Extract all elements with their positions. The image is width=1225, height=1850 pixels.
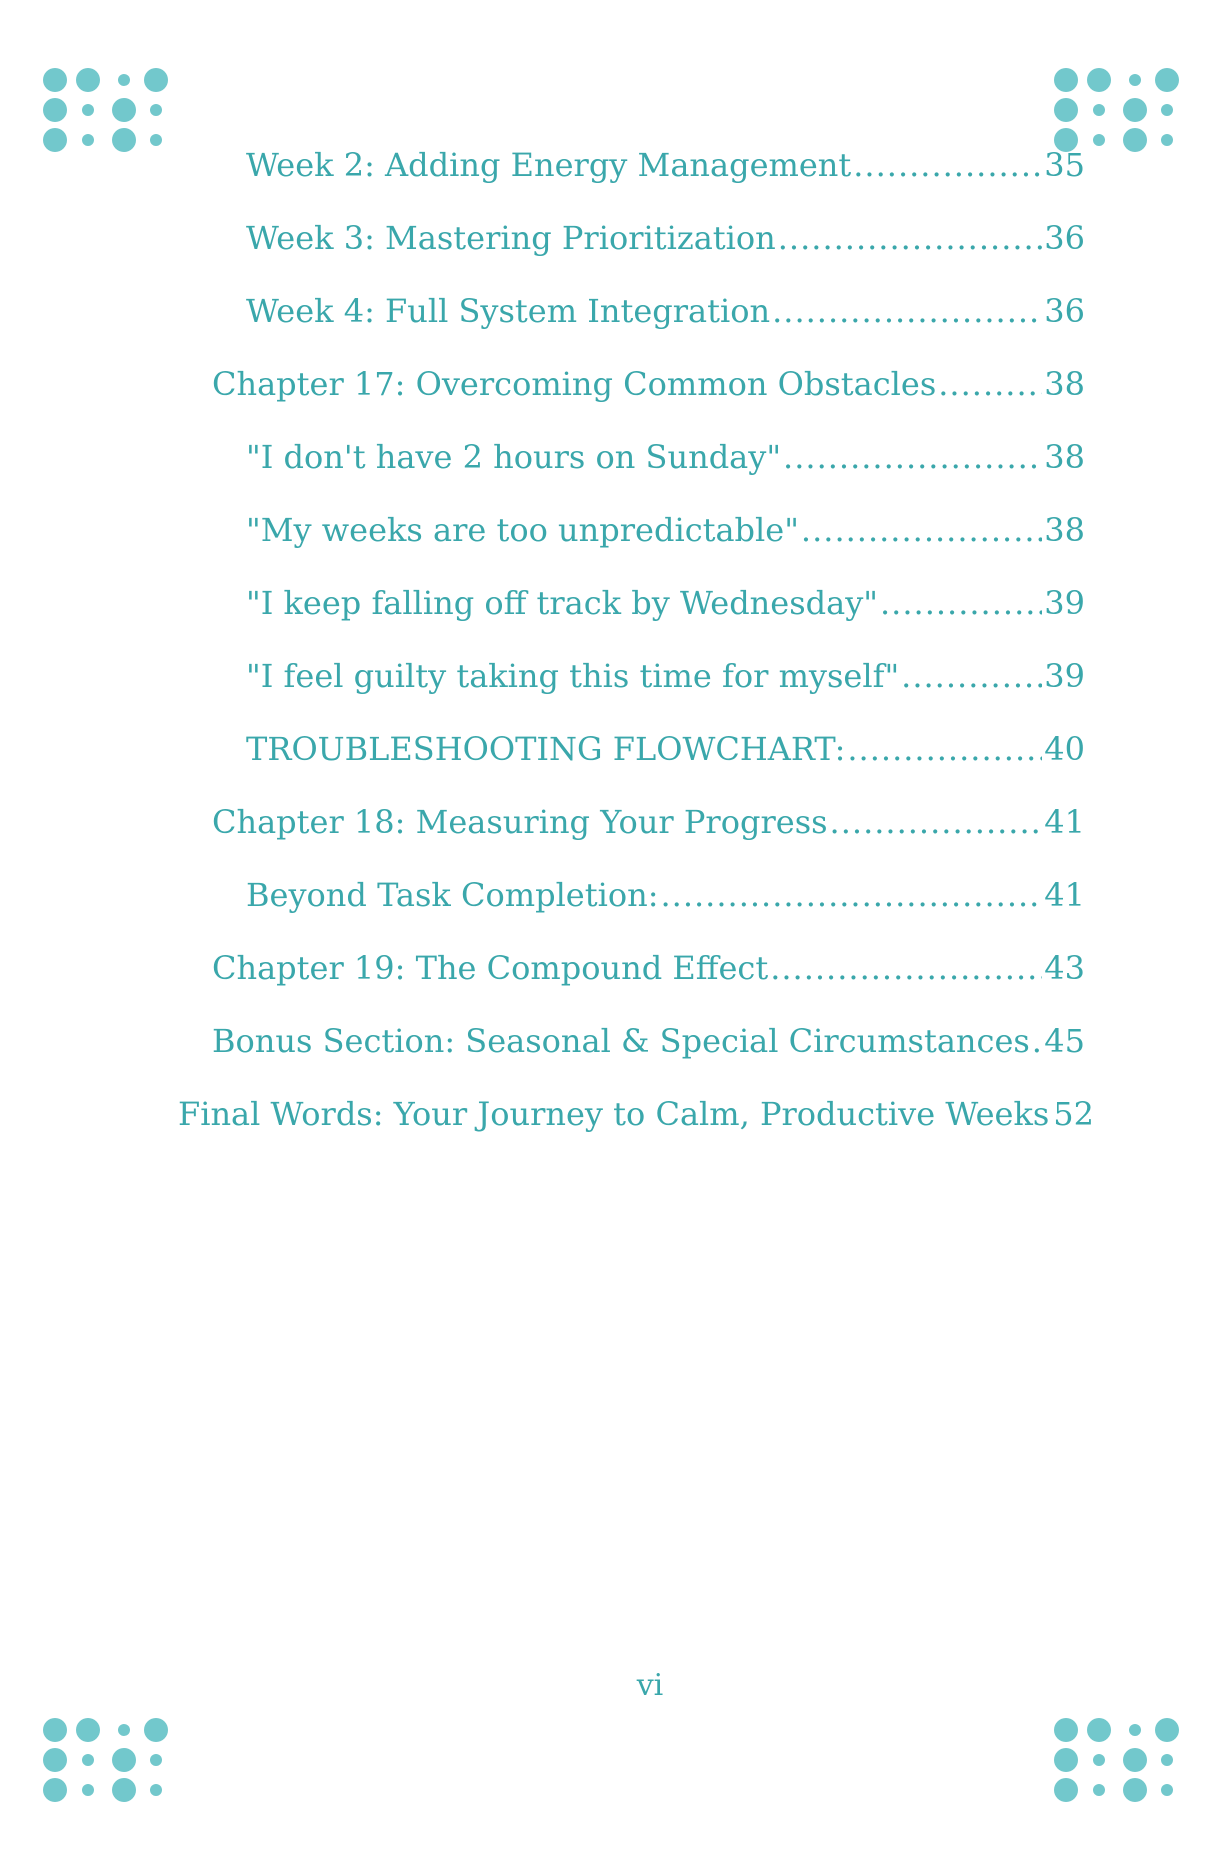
ornament-dot	[112, 128, 136, 152]
toc-dot-leader	[830, 802, 1043, 842]
toc-entry-page: 36	[1044, 292, 1085, 330]
toc-entry-title: "My weeks are too unpredictable"	[246, 511, 799, 549]
toc-entry-title: Beyond Task Completion:	[246, 876, 659, 914]
toc-dot-leader	[772, 291, 1042, 331]
ornament-dot	[1093, 1754, 1105, 1766]
toc-entry-page: 36	[1044, 219, 1085, 257]
ornament-dot	[1087, 1718, 1111, 1742]
ornament-dot	[1054, 1718, 1078, 1742]
toc-entry-page: 35	[1044, 146, 1085, 184]
ornament-dot	[112, 1778, 136, 1802]
toc-entry-page: 41	[1044, 876, 1085, 914]
ornament-dot	[1054, 68, 1078, 92]
toc-dot-leader	[847, 729, 1042, 769]
toc-entry-title: Chapter 17: Overcoming Common Obstacles	[212, 365, 937, 403]
ornament-dot	[150, 104, 162, 116]
toc-entry-page: 45	[1044, 1022, 1085, 1060]
ornament-dot	[1161, 104, 1173, 116]
ornament-dot	[1054, 98, 1078, 122]
ornament-dot	[76, 68, 100, 92]
toc-dot-leader	[660, 875, 1042, 915]
ornament-dot	[1161, 1784, 1173, 1796]
toc-entry-page: 38	[1044, 511, 1085, 549]
ornament-dot	[144, 1718, 168, 1742]
ornament-dot	[82, 1784, 94, 1796]
toc-entry[interactable]	[212, 1021, 1085, 1061]
ornament-dot	[82, 1754, 94, 1766]
toc-entry-title: Chapter 19: The Compound Effect	[212, 949, 769, 987]
toc-entry-title: Week 2: Adding Energy Management	[246, 146, 852, 184]
toc-entry-page: 43	[1044, 949, 1085, 987]
toc-entry-page: 38	[1044, 365, 1085, 403]
toc-entry-title: Week 3: Mastering Prioritization	[246, 219, 776, 257]
toc-dot-leader	[880, 583, 1042, 623]
ornament-dot	[1087, 68, 1111, 92]
toc-entry-title: "I feel guilty taking this time for myself"	[246, 657, 900, 695]
ornament-dot	[43, 128, 67, 152]
ornament-dot	[43, 1778, 67, 1802]
ornament-dot	[43, 1718, 67, 1742]
toc-entry-page: 40	[1044, 730, 1085, 768]
ornament-dot	[43, 98, 67, 122]
ornament-dot	[1129, 1724, 1141, 1736]
ornament-dot	[1123, 128, 1147, 152]
ornament-dot	[82, 104, 94, 116]
toc-entry-page: 39	[1044, 657, 1085, 695]
ornament-dot	[1123, 98, 1147, 122]
ornament-dot	[1129, 74, 1141, 86]
toc-entry[interactable]	[212, 948, 1085, 988]
toc-entry[interactable]	[246, 729, 1085, 769]
ornament-dot	[1054, 1748, 1078, 1772]
ornament-dot	[112, 98, 136, 122]
ornament-dot	[76, 1718, 100, 1742]
toc-entry[interactable]	[212, 364, 1085, 404]
toc-entry[interactable]	[212, 802, 1085, 842]
toc-dot-leader	[801, 510, 1042, 550]
toc-entry[interactable]	[246, 145, 1085, 185]
toc-entry-page: 39	[1044, 584, 1085, 622]
ornament-dot	[118, 74, 130, 86]
toc-dot-leader	[783, 437, 1042, 477]
toc-entry[interactable]	[246, 437, 1085, 477]
toc-entry[interactable]	[246, 875, 1085, 915]
braille-dot-pattern-icon	[36, 60, 176, 160]
toc-entry-title: Chapter 18: Measuring Your Progress	[212, 803, 828, 841]
toc-entry-title: "I keep falling off track by Wednesday"	[246, 584, 878, 622]
toc-dot-leader	[1032, 1021, 1042, 1061]
toc-entry-page: 38	[1044, 438, 1085, 476]
toc-entry[interactable]	[246, 510, 1085, 550]
toc-entry-page: 52	[1053, 1095, 1095, 1133]
toc-entry-title: Final Words: Your Journey to Calm, Productive Weeks	[178, 1095, 1050, 1133]
ornament-dot	[82, 134, 94, 146]
ornament-dot	[43, 1748, 67, 1772]
toc-entry[interactable]	[246, 218, 1085, 258]
toc-entry-title: Week 4: Full System Integration	[246, 292, 771, 330]
toc-entry[interactable]	[246, 656, 1085, 696]
ornament-dot	[150, 1784, 162, 1796]
braille-dot-pattern-icon	[1047, 1710, 1187, 1810]
ornament-dot	[1054, 1778, 1078, 1802]
toc-entry-title: "I don't have 2 hours on Sunday"	[246, 438, 782, 476]
toc-dot-leader	[853, 145, 1042, 185]
ornament-dot	[1123, 1748, 1147, 1772]
toc-entry[interactable]	[178, 1094, 1095, 1134]
ornament-dot	[150, 1754, 162, 1766]
ornament-dot	[1093, 1784, 1105, 1796]
ornament-dot	[144, 68, 168, 92]
toc-dot-leader	[901, 656, 1042, 696]
ornament-dot	[1093, 104, 1105, 116]
ornament-dot	[43, 68, 67, 92]
toc-entry[interactable]	[246, 583, 1085, 623]
toc-entry-title: TROUBLESHOOTING FLOWCHART:	[246, 730, 846, 768]
toc-entry-title: Bonus Section: Seasonal & Special Circumstances	[212, 1022, 1030, 1060]
toc-dot-leader	[938, 364, 1042, 404]
ornament-dot	[118, 1724, 130, 1736]
ornament-dot	[1161, 134, 1173, 146]
ornament-dot	[1123, 1778, 1147, 1802]
toc-entry-page: 41	[1044, 803, 1085, 841]
ornament-dot	[150, 134, 162, 146]
ornament-dot	[112, 1748, 136, 1772]
ornament-dot	[1155, 68, 1179, 92]
braille-dot-pattern-icon	[36, 1710, 176, 1810]
toc-dot-leader	[778, 218, 1043, 258]
ornament-dot	[1093, 134, 1105, 146]
toc-dot-leader	[770, 948, 1042, 988]
page-number: vi	[636, 1668, 664, 1703]
ornament-dot	[1155, 1718, 1179, 1742]
toc-entry[interactable]	[246, 291, 1085, 331]
ornament-dot	[1161, 1754, 1173, 1766]
